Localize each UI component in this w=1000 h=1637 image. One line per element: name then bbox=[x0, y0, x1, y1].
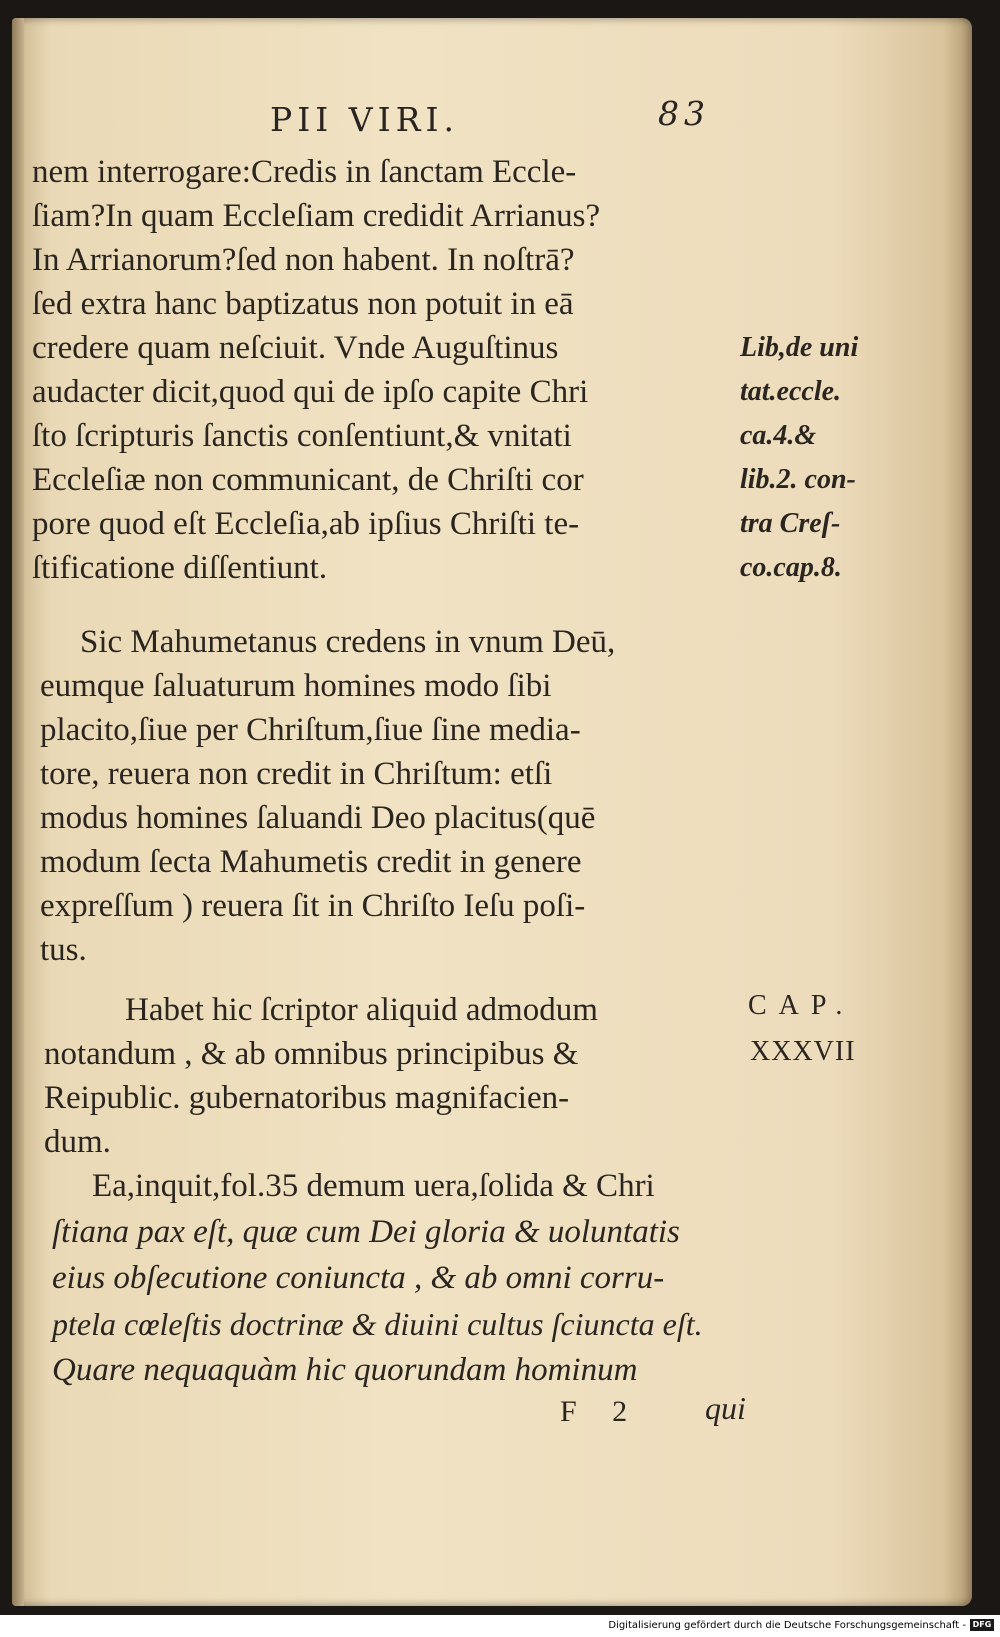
text-line: nem interrogare:Credis in ſanctam Eccle- bbox=[32, 154, 577, 190]
chapter-heading: CAP. bbox=[748, 990, 855, 1021]
running-head bbox=[270, 94, 710, 144]
margin-reference-line: ca.4.& bbox=[740, 420, 817, 451]
text-line: Eccleſiæ non communicant, de Chriſti cor bbox=[32, 462, 584, 498]
text-line: tus. bbox=[40, 932, 87, 968]
text-line: ſtificatione diſſentiunt. bbox=[32, 550, 328, 586]
text-line: placito,ſiue per Chriſtum,ſiue ſine media- bbox=[40, 712, 581, 748]
text-line: pore quod eſt Eccleſia,ab ipſius Chriſti te- bbox=[32, 506, 580, 542]
footer-credit: Digitalisierung gefördert durch die Deutsche Forschungsgemeinschaft - bbox=[608, 1620, 966, 1631]
margin-reference-line: tat.eccle. bbox=[740, 376, 842, 407]
text-line: Habet hic ſcriptor aliquid admodum bbox=[125, 992, 598, 1028]
margin-reference-line: lib.2. con- bbox=[740, 464, 856, 495]
text-line: ſed extra hanc baptizatus non potuit in eā bbox=[32, 286, 574, 322]
text-line: ſiam?In quam Eccleſiam credidit Arrianus? bbox=[32, 198, 601, 234]
text-line: Ea,inquit,fol.35 demum uera,ſolida & Chri bbox=[92, 1168, 655, 1204]
text-line: notandum , & ab omnibus principibus & bbox=[44, 1036, 579, 1072]
text-line: eumque ſaluaturum homines modo ſibi bbox=[40, 668, 552, 704]
dfg-logo: DFG bbox=[970, 1619, 994, 1631]
text-line: eius obſecutione coniuncta , & ab omni corru- bbox=[52, 1260, 665, 1296]
text-line: ſtiana pax eſt, quæ cum Dei gloria & uoluntatis bbox=[52, 1214, 680, 1250]
text-line: Sic Mahumetanus credens in vnum Deū, bbox=[80, 624, 616, 660]
running-title: PII VIRI. bbox=[270, 100, 460, 139]
text-line: Quare nequaquàm hic quorundam hominum bbox=[52, 1352, 638, 1388]
catchword: qui bbox=[705, 1390, 746, 1426]
text-line: dum. bbox=[44, 1124, 111, 1160]
page-number: 83 bbox=[658, 94, 710, 133]
margin-reference-line: tra Creſ- bbox=[740, 508, 841, 539]
chapter-number: XXXVII bbox=[750, 1036, 856, 1067]
margin-reference-line: co.cap.8. bbox=[740, 552, 842, 583]
text-line: Reipublic. gubernatoribus magnifacien- bbox=[44, 1080, 570, 1116]
text-line: modum ſecta Mahumetis credit in genere bbox=[40, 844, 582, 880]
text-line: In Arrianorum?ſed non habent. In noſtrā? bbox=[32, 242, 575, 278]
text-line: expreſſum ) reuera ſit in Chriſto Ieſu poſi- bbox=[40, 888, 586, 924]
text-line: tore, reuera non credit in Chriſtum: etſi bbox=[40, 756, 553, 792]
text-line: ptela cœleſtis doctrinæ & diuini cultus ſciuncta eſt. bbox=[52, 1306, 703, 1342]
signature-mark: F 2 bbox=[560, 1395, 642, 1428]
page-edge bbox=[12, 18, 24, 1606]
text-line: audacter dicit,quod qui de ipſo capite Chri bbox=[32, 374, 589, 410]
text-line: credere quam neſciuit. Vnde Auguſtinus bbox=[32, 330, 559, 366]
text-line: ſto ſcripturis ſanctis conſentiunt,& vnitati bbox=[32, 418, 572, 454]
margin-reference-line: Lib,de uni bbox=[740, 332, 859, 363]
text-line: modus homines ſaluandi Deo placitus(quē bbox=[40, 800, 596, 836]
